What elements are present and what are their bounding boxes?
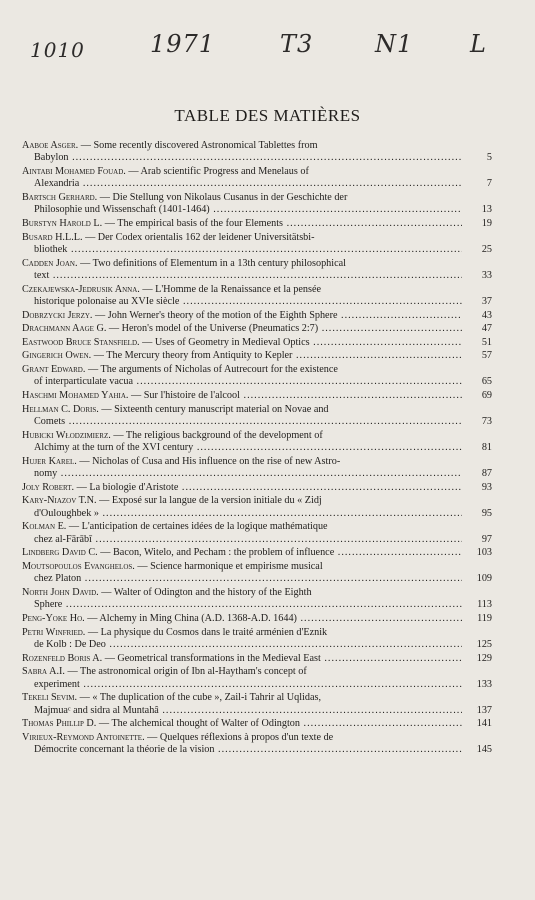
toc-title-text: — The empirical basis of the four Elements bbox=[104, 217, 284, 229]
toc-entry-text bbox=[22, 258, 462, 283]
toc-author: Tekeli Sevim. bbox=[22, 692, 78, 704]
toc-page-number: 13 bbox=[481, 204, 492, 216]
toc-title-text: — Uses of Geometry in Medieval Optics bbox=[142, 336, 310, 348]
toc-author: Sabra A.I. bbox=[22, 666, 65, 678]
toc-title-text: — Some recently discovered Astronomical Tablettes from bbox=[80, 140, 318, 151]
toc-author: Kary-Niazov T.N. bbox=[22, 495, 97, 507]
toc-entry-text bbox=[22, 718, 462, 730]
toc-entry-line bbox=[22, 270, 462, 282]
toc-entry-line bbox=[22, 495, 462, 507]
toc-title-text: Alexandria bbox=[34, 178, 80, 190]
toc-title-text: Comets bbox=[34, 416, 66, 428]
toc-entry-text bbox=[22, 547, 462, 559]
toc-entry bbox=[22, 547, 492, 559]
handwritten-note: T3 bbox=[280, 30, 314, 58]
toc-entry bbox=[22, 521, 492, 546]
toc-author: Rozenfeld Boris A. bbox=[22, 652, 103, 664]
toc-entry-text bbox=[22, 284, 462, 309]
toc-entry-text bbox=[22, 732, 462, 757]
toc-entry-line bbox=[22, 258, 462, 270]
toc-title-text: — La physique du Cosmos dans le traité arménien d'Eznik bbox=[87, 626, 328, 638]
toc-title-text: — Heron's model of the Universe (Pneumatics 2:7) bbox=[108, 323, 319, 335]
page-title: TABLE DES MATIÈRES bbox=[174, 106, 361, 125]
toc-entry-line bbox=[22, 178, 462, 190]
toc-entry-line bbox=[22, 482, 462, 494]
toc-title-text: bliothek bbox=[34, 243, 68, 255]
toc-page-number: 69 bbox=[481, 390, 492, 402]
toc-entry-line bbox=[22, 404, 462, 416]
toc-entry bbox=[22, 613, 492, 625]
toc-author: Peng-Yoke Ho. bbox=[22, 612, 85, 624]
toc-entry-line bbox=[22, 653, 462, 665]
toc-entry-text bbox=[22, 350, 462, 362]
toc-entry-line bbox=[22, 547, 462, 559]
toc-entry-line bbox=[22, 666, 462, 678]
toc-title-text: historique polonaise au XVIe siècle bbox=[34, 295, 180, 307]
toc-page-number: 133 bbox=[476, 678, 492, 690]
toc-entry-line bbox=[22, 152, 462, 164]
toc-author: Joly Robert. bbox=[22, 481, 75, 493]
toc-entry bbox=[22, 284, 492, 309]
toc-title-text: — Bacon, Witelo, and Pecham : the problem of influence bbox=[100, 547, 335, 559]
toc-author: Burstyn Harold L. bbox=[22, 217, 103, 229]
toc-page-number: 87 bbox=[481, 468, 492, 480]
toc-entry-text bbox=[22, 310, 462, 322]
toc-entry-text bbox=[22, 653, 462, 665]
toc-title-text: nomy bbox=[34, 468, 58, 480]
toc-author: Aaboe Asger. bbox=[22, 140, 79, 151]
toc-entry bbox=[22, 430, 492, 455]
toc-entry-line bbox=[22, 561, 462, 573]
toc-title-text: Philosophie und Wissenschaft (1401-1464) bbox=[34, 204, 210, 216]
toc-entry-line bbox=[22, 166, 462, 178]
toc-entry-line bbox=[22, 337, 462, 349]
toc-entry bbox=[22, 192, 492, 217]
toc-entry-line bbox=[22, 627, 462, 639]
toc-author: Kolman E. bbox=[22, 521, 67, 533]
toc-entry bbox=[22, 258, 492, 283]
toc-author: Czekajewska-Jedrusik Anna. bbox=[22, 283, 140, 295]
toc-entry-text bbox=[22, 521, 462, 546]
toc-author: Hujer Karel. bbox=[22, 455, 77, 467]
toc-title-text: — Walter of Odington and the history of the Eighth bbox=[101, 586, 312, 598]
toc-entry-line bbox=[22, 599, 462, 611]
toc-author: North John David. bbox=[22, 586, 99, 598]
toc-title-text: — « The duplication of the cube », Zail-i Tahrir al Uqlidas, bbox=[79, 692, 322, 704]
toc-title-text: — Die Stellung von Nikolaus Cusanus in der Geschichte der bbox=[99, 191, 348, 203]
toc-title-text: — L'anticipation de certaines idées de la logique mathématique bbox=[68, 521, 328, 533]
toc-title-text: — The alchemical thought of Walter of Odington bbox=[98, 718, 300, 730]
toc-entry bbox=[22, 666, 492, 691]
toc-entry-line bbox=[22, 442, 462, 454]
toc-entry-line bbox=[22, 679, 462, 691]
toc-author: Busard H.L.L. bbox=[22, 231, 83, 243]
toc-page-number: 37 bbox=[481, 295, 492, 307]
toc-entry-line bbox=[22, 744, 462, 756]
toc-entry bbox=[22, 495, 492, 520]
toc-entry-line bbox=[22, 430, 462, 442]
toc-title-text: text bbox=[34, 269, 50, 281]
toc-entry bbox=[22, 337, 492, 349]
toc-page-number: 65 bbox=[481, 376, 492, 388]
toc-entry-text bbox=[22, 430, 462, 455]
toc-author: Thomas Phillip D. bbox=[22, 718, 97, 730]
toc-entry-line bbox=[22, 639, 462, 651]
toc-title-text: — Quelques réflexions à propos d'un texte de bbox=[147, 731, 334, 743]
toc-title-text: — L'Homme de la Renaissance et la pensée bbox=[142, 283, 322, 295]
toc-entry-text bbox=[22, 613, 462, 625]
toc-title-text: d'Ouloughbek » bbox=[34, 507, 99, 519]
toc-entry-line bbox=[22, 140, 462, 152]
toc-entry-line bbox=[22, 587, 462, 599]
toc-entry-text bbox=[22, 166, 462, 191]
toc-entry-text bbox=[22, 561, 462, 586]
toc-entry-line bbox=[22, 218, 462, 230]
toc-page-number: 95 bbox=[481, 507, 492, 519]
toc-entry-text bbox=[22, 404, 462, 429]
toc-entry-line bbox=[22, 232, 462, 244]
toc-entry bbox=[22, 627, 492, 652]
toc-author: Virieux-Reymond Antoinette. bbox=[22, 731, 145, 743]
toc-entry-line bbox=[22, 692, 462, 704]
toc-author: Cadden Joan. bbox=[22, 257, 78, 269]
toc-title-text: — Nicholas of Cusa and His influence on the rise of new Astro- bbox=[79, 455, 341, 467]
toc-title-text: — Exposé sur la langue de la version initiale du « Zidj bbox=[99, 495, 322, 507]
toc-page-number: 141 bbox=[476, 718, 492, 730]
toc-entry bbox=[22, 482, 492, 494]
toc-author: Moutsopoulos Evanghelos. bbox=[22, 560, 135, 572]
toc-entry-line bbox=[22, 705, 462, 717]
toc-entry-line bbox=[22, 718, 462, 730]
toc-entry-text bbox=[22, 482, 462, 494]
toc-entry bbox=[22, 692, 492, 717]
toc-entry-text bbox=[22, 218, 462, 230]
toc-entry-line bbox=[22, 456, 462, 468]
toc-entry bbox=[22, 404, 492, 429]
toc-page-number: 119 bbox=[477, 612, 492, 624]
toc-author: Eastwood Bruce Stansfield. bbox=[22, 336, 140, 348]
toc-entry-text bbox=[22, 692, 462, 717]
toc-author: Petri Winfried. bbox=[22, 626, 86, 638]
toc-title-text: — John Werner's theory of the motion of the Eighth Sphere bbox=[95, 309, 338, 321]
toc-entry-line bbox=[22, 364, 462, 376]
toc-entry-text bbox=[22, 323, 462, 335]
toc-entry-line bbox=[22, 310, 462, 322]
toc-author: Hellman C. Doris. bbox=[22, 403, 99, 415]
toc-entry bbox=[22, 653, 492, 665]
toc-entry-line bbox=[22, 468, 462, 480]
toc-entry-text bbox=[22, 337, 462, 349]
toc-author: Bartsch Gerhard. bbox=[22, 191, 98, 203]
toc-entry bbox=[22, 218, 492, 230]
toc-author: Lindberg David C. bbox=[22, 547, 98, 559]
toc-title-text: experiment bbox=[34, 678, 80, 690]
toc-title-text: — The astronomical origin of Ibn al-Haytham's concept of bbox=[67, 666, 307, 678]
toc-page-number: 145 bbox=[476, 744, 492, 756]
toc-page-number: 129 bbox=[476, 652, 492, 664]
toc-page-number: 25 bbox=[481, 243, 492, 255]
toc-author: Gingerich Owen. bbox=[22, 350, 92, 362]
toc-entry bbox=[22, 732, 492, 757]
toc-entry bbox=[22, 718, 492, 730]
toc-entry bbox=[22, 350, 492, 362]
toc-entry-line bbox=[22, 284, 462, 296]
toc-author: Hubicki Włodzimierz. bbox=[22, 429, 111, 441]
toc-title-text: chez Platon bbox=[34, 573, 82, 585]
toc-entry-line bbox=[22, 534, 462, 546]
toc-title-text: — The arguments of Nicholas of Autrecourt for the existence bbox=[87, 364, 338, 376]
toc-entry bbox=[22, 364, 492, 389]
toc-title-text: Babylon bbox=[34, 152, 69, 164]
toc-author: Dobrzycki Jerzy. bbox=[22, 309, 93, 321]
toc-entry-line bbox=[22, 350, 462, 362]
handwritten-note: N1 bbox=[375, 30, 414, 58]
toc-title-text: — Arab scientific Progress and Menelaus of bbox=[128, 165, 309, 177]
toc-title-text: of interparticulate vacua bbox=[34, 376, 133, 388]
toc-entry bbox=[22, 140, 492, 165]
toc-title-text: — The Mercury theory from Antiquity to Kepler bbox=[93, 350, 293, 362]
toc-page-number: 51 bbox=[481, 336, 492, 348]
toc-page-number: 19 bbox=[481, 217, 492, 229]
toc-entry-line bbox=[22, 521, 462, 533]
toc-title-text: Alchimy at the turn of the XVI century bbox=[34, 442, 194, 454]
toc-author: Grant Edward. bbox=[22, 364, 86, 376]
toc-entry-line bbox=[22, 296, 462, 308]
toc-entry-text bbox=[22, 390, 462, 402]
toc-page-number: 137 bbox=[476, 704, 492, 716]
toc-page-number: 103 bbox=[476, 547, 492, 559]
toc-title-text: — Science harmonique et empirisme musical bbox=[137, 560, 323, 572]
toc-page-number: 7 bbox=[486, 178, 492, 190]
toc-title-text: — La biologie d'Aristote bbox=[76, 481, 179, 493]
toc-title-text: — Geometrical transformations in the Medieval East bbox=[104, 652, 321, 664]
toc-page-number: 57 bbox=[481, 350, 492, 362]
toc-entry-text bbox=[22, 587, 462, 612]
toc-entry-text bbox=[22, 666, 462, 691]
table-of-contents bbox=[22, 140, 492, 758]
toc-page-number: 113 bbox=[477, 599, 492, 611]
toc-author: Haschmi Mohamed Yahia. bbox=[22, 390, 129, 402]
toc-title-text: — Alchemy in Ming China (A.D. 1368-A.D. 1644) bbox=[87, 612, 297, 624]
toc-page-number: 33 bbox=[481, 269, 492, 281]
toc-title-text: — Two definitions of Elementum in a 13th century philosophical bbox=[80, 257, 346, 269]
toc-entry bbox=[22, 323, 492, 335]
toc-entry bbox=[22, 561, 492, 586]
toc-entry-line bbox=[22, 613, 462, 625]
toc-title-text: Sphere bbox=[34, 599, 63, 611]
toc-entry bbox=[22, 587, 492, 612]
toc-entry bbox=[22, 456, 492, 481]
toc-entry-text bbox=[22, 627, 462, 652]
handwritten-note: 1010 bbox=[30, 38, 85, 62]
toc-entry bbox=[22, 166, 492, 191]
toc-page-number: 109 bbox=[476, 573, 492, 585]
toc-entry-line bbox=[22, 573, 462, 585]
toc-entry-line bbox=[22, 323, 462, 335]
toc-entry-line bbox=[22, 192, 462, 204]
toc-author: Aintabi Mohamed Fouad. bbox=[22, 165, 126, 177]
toc-entry-line bbox=[22, 204, 462, 216]
toc-entry-text bbox=[22, 232, 462, 257]
toc-entry-text bbox=[22, 456, 462, 481]
toc-entry-text bbox=[22, 192, 462, 217]
handwritten-note: L bbox=[470, 30, 487, 58]
toc-title-text: chez al-Fārābī bbox=[34, 533, 92, 545]
toc-title-text: Démocrite concernant la théorie de la vision bbox=[34, 744, 215, 756]
toc-page-number: 81 bbox=[481, 442, 492, 454]
toc-page-number: 97 bbox=[481, 533, 492, 545]
toc-page-number: 73 bbox=[481, 416, 492, 428]
toc-page-number: 47 bbox=[481, 323, 492, 335]
toc-title-text: — Der Codex orientalis 162 der leidener Universitätsbi- bbox=[85, 231, 315, 243]
toc-author: Drachmann Aage G. bbox=[22, 323, 107, 335]
toc-title-text: — The religious background of the development of bbox=[113, 429, 323, 441]
toc-title-text: — Sixteenth century manuscript material on Novae and bbox=[101, 403, 329, 415]
toc-entry bbox=[22, 310, 492, 322]
toc-page-number: 93 bbox=[481, 481, 492, 493]
toc-entry-line bbox=[22, 732, 462, 744]
toc-page-number: 43 bbox=[481, 309, 492, 321]
handwritten-note: 1971 bbox=[150, 30, 216, 58]
toc-page-number: 125 bbox=[476, 638, 492, 650]
toc-title-text: — Sur l'histoire de l'alcool bbox=[131, 390, 240, 402]
toc-entry bbox=[22, 390, 492, 402]
toc-entry-text bbox=[22, 140, 462, 165]
toc-entry-line bbox=[22, 376, 462, 388]
toc-title-text: Majmuaᶜ and sidra al Muntahâ bbox=[34, 704, 159, 716]
toc-title-text: de Kolb : De Deo bbox=[34, 638, 106, 650]
toc-page-number: 5 bbox=[486, 152, 492, 164]
toc-entry-text bbox=[22, 495, 462, 520]
toc-entry-line bbox=[22, 508, 462, 520]
toc-entry-line bbox=[22, 244, 462, 256]
toc-entry-line bbox=[22, 390, 462, 402]
toc-entry-line bbox=[22, 416, 462, 428]
toc-entry-text bbox=[22, 364, 462, 389]
toc-entry bbox=[22, 232, 492, 257]
